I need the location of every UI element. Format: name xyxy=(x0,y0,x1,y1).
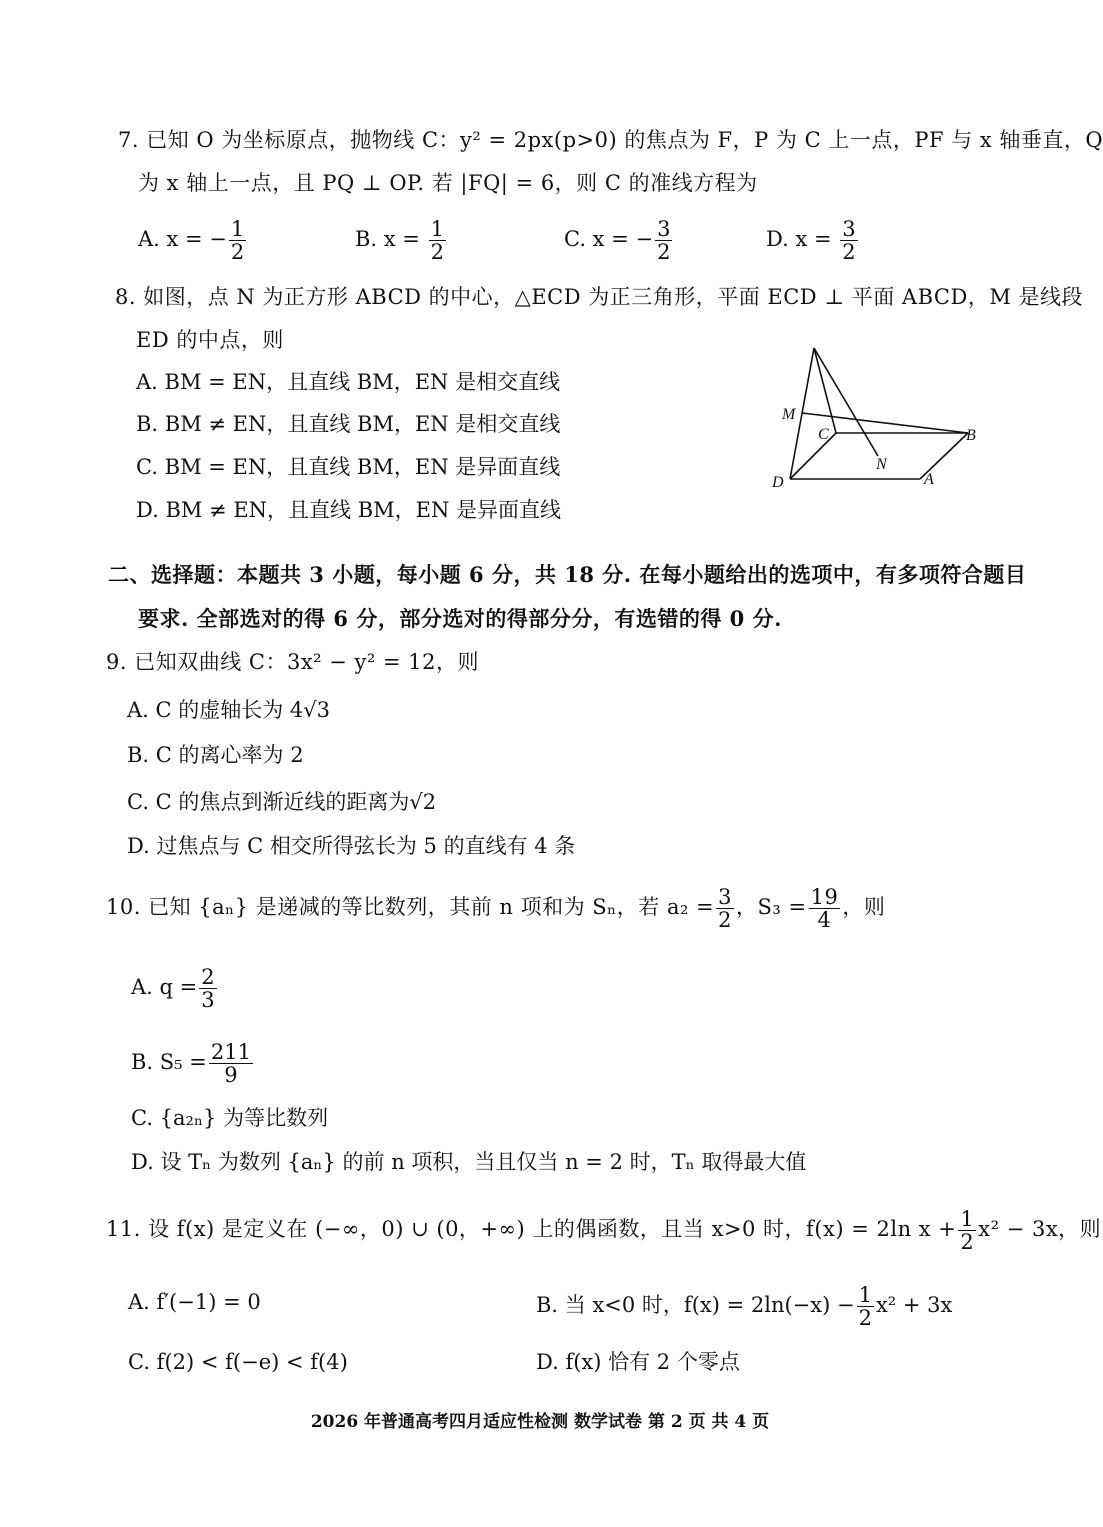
q10-option-c: C. {a₂ₙ} 为等比数列 xyxy=(131,1106,329,1130)
q11-option-a: A. f′(−1) = 0 xyxy=(128,1290,261,1314)
q10-stem-part-a: 10. 已知 {aₙ} 是递减的等比数列，其前 n 项和为 Sₙ，若 a₂ = xyxy=(106,895,715,919)
section2-line2: 要求. 全部选对的得 6 分，部分选对的得部分分，有选错的得 0 分. xyxy=(138,606,782,631)
q7-option-a-num: 1 xyxy=(230,217,245,241)
q10-a2-num: 3 xyxy=(718,885,733,909)
q7-option-a-den: 2 xyxy=(230,240,245,264)
q8-option-d: D. BM ≠ EN，且直线 BM，EN 是异面直线 xyxy=(136,498,562,522)
q7-option-d-num: 3 xyxy=(842,217,856,241)
q11-stem-part-a: 11. 设 f(x) 是定义在 (−∞，0) ∪ (0，+∞) 上的偶函数，且当 x>0 时，f(x) = 2ln x + xyxy=(106,1217,957,1241)
label-b: B xyxy=(966,427,976,444)
q7-option-d-den: 2 xyxy=(842,240,856,264)
q11-option-b-den: 2 xyxy=(858,1306,872,1330)
q10-option-b xyxy=(131,1041,255,1086)
q7-line2: 为 x 轴上一点，且 PQ ⊥ OP. 若 |FQ| = 6，则 C 的准线方程为 xyxy=(138,171,758,195)
q7-option-c-den: 2 xyxy=(657,240,671,264)
q7-option-c-num: 3 xyxy=(657,217,671,241)
q11-option-b-part-b: x² + 3x xyxy=(875,1293,953,1317)
q7-option-b xyxy=(355,218,448,263)
q11-stem-part-b: x² − 3x，则 xyxy=(978,1217,1102,1241)
q9-option-c: C. C 的焦点到渐近线的距离为√2 xyxy=(127,790,437,814)
q10-option-b-den: 9 xyxy=(224,1063,238,1087)
q10-s3-num: 19 xyxy=(810,885,839,909)
q10-a2-den: 2 xyxy=(718,908,733,932)
q10-option-a-label: A. q = xyxy=(131,975,198,999)
q8-line2: ED 的中点，则 xyxy=(136,328,284,352)
q10-option-b-label: B. S₅ = xyxy=(131,1050,207,1074)
q10-s3-den: 4 xyxy=(817,908,832,932)
q10-option-a-den: 3 xyxy=(201,988,215,1012)
q8-geometry-figure xyxy=(770,345,980,495)
q7-option-a xyxy=(138,218,248,263)
q8-option-b: B. BM ≠ EN，且直线 BM，EN 是相交直线 xyxy=(136,412,561,436)
q7-option-b-num: 1 xyxy=(430,217,444,241)
q7-option-a-label: A. x = − xyxy=(138,227,227,251)
label-a: A xyxy=(924,471,934,488)
q11-option-c: C. f(2) < f(−e) < f(4) xyxy=(128,1350,348,1374)
q10-option-b-num: 211 xyxy=(210,1040,251,1064)
section2-line1: 二、选择题：本题共 3 小题，每小题 6 分，共 18 分. 在每小题给出的选项中，有多项符合题目 xyxy=(108,562,1027,587)
q8-option-a: A. BM = EN，且直线 BM，EN 是相交直线 xyxy=(136,370,561,394)
q10-option-a-num: 2 xyxy=(201,965,215,989)
edge-ec xyxy=(814,348,836,433)
label-c: C xyxy=(818,426,829,443)
q11-option-b-num: 1 xyxy=(858,1283,872,1307)
q7-line1: 7. 已知 O 为坐标原点，抛物线 C：y² = 2px(p>0) 的焦点为 F，P 为 C 上一点，PF 与 x 轴垂直，Q xyxy=(118,128,1103,152)
q9-stem: 9. 已知双曲线 C：3x² − y² = 12，则 xyxy=(106,650,479,674)
q9-option-a: A. C 的虚轴长为 4√3 xyxy=(127,698,331,722)
q8-line1: 8. 如图，点 N 为正方形 ABCD 的中心，△ECD 为正三角形，平面 ECD ⊥ 平面 ABCD，M 是线段 xyxy=(115,285,1083,309)
q11-option-b-part-a: B. 当 x<0 时，f(x) = 2ln(−x) − xyxy=(536,1293,855,1317)
q11-stem xyxy=(106,1208,1101,1253)
q7-option-c-label: C. x = − xyxy=(564,227,654,251)
label-m: M xyxy=(782,406,796,423)
q10-option-d: D. 设 Tₙ 为数列 {aₙ} 的前 n 项积，当且仅当 n = 2 时，Tₙ 取得最大值 xyxy=(131,1150,807,1174)
q9-option-d: D. 过焦点与 C 相交所得弦长为 5 的直线有 4 条 xyxy=(127,834,576,858)
label-d: D xyxy=(772,474,784,491)
q10-stem xyxy=(106,886,885,931)
q7-option-b-den: 2 xyxy=(430,240,444,264)
q11-stem-num: 1 xyxy=(960,1207,975,1231)
q7-option-d-label: D. x = xyxy=(766,227,839,251)
q7-option-b-label: B. x = xyxy=(355,227,427,251)
q7-option-c xyxy=(564,218,674,263)
q11-option-b xyxy=(536,1284,952,1329)
q10-stem-part-b: ，S₃ = xyxy=(736,895,807,919)
q11-option-d: D. f(x) 恰有 2 个零点 xyxy=(536,1350,740,1374)
q8-option-c: C. BM = EN，且直线 BM，EN 是异面直线 xyxy=(136,455,561,479)
q10-stem-part-c: ，则 xyxy=(842,895,886,919)
q7-option-d xyxy=(766,218,860,263)
q10-option-a xyxy=(131,966,219,1011)
q9-option-b: B. C 的离心率为 2 xyxy=(127,743,304,767)
label-n: N xyxy=(876,456,887,473)
page-footer: 2026 年普通高考四月适应性检测 数学试卷 第 2 页 共 4 页 xyxy=(310,1412,770,1432)
q11-stem-den: 2 xyxy=(960,1230,975,1254)
